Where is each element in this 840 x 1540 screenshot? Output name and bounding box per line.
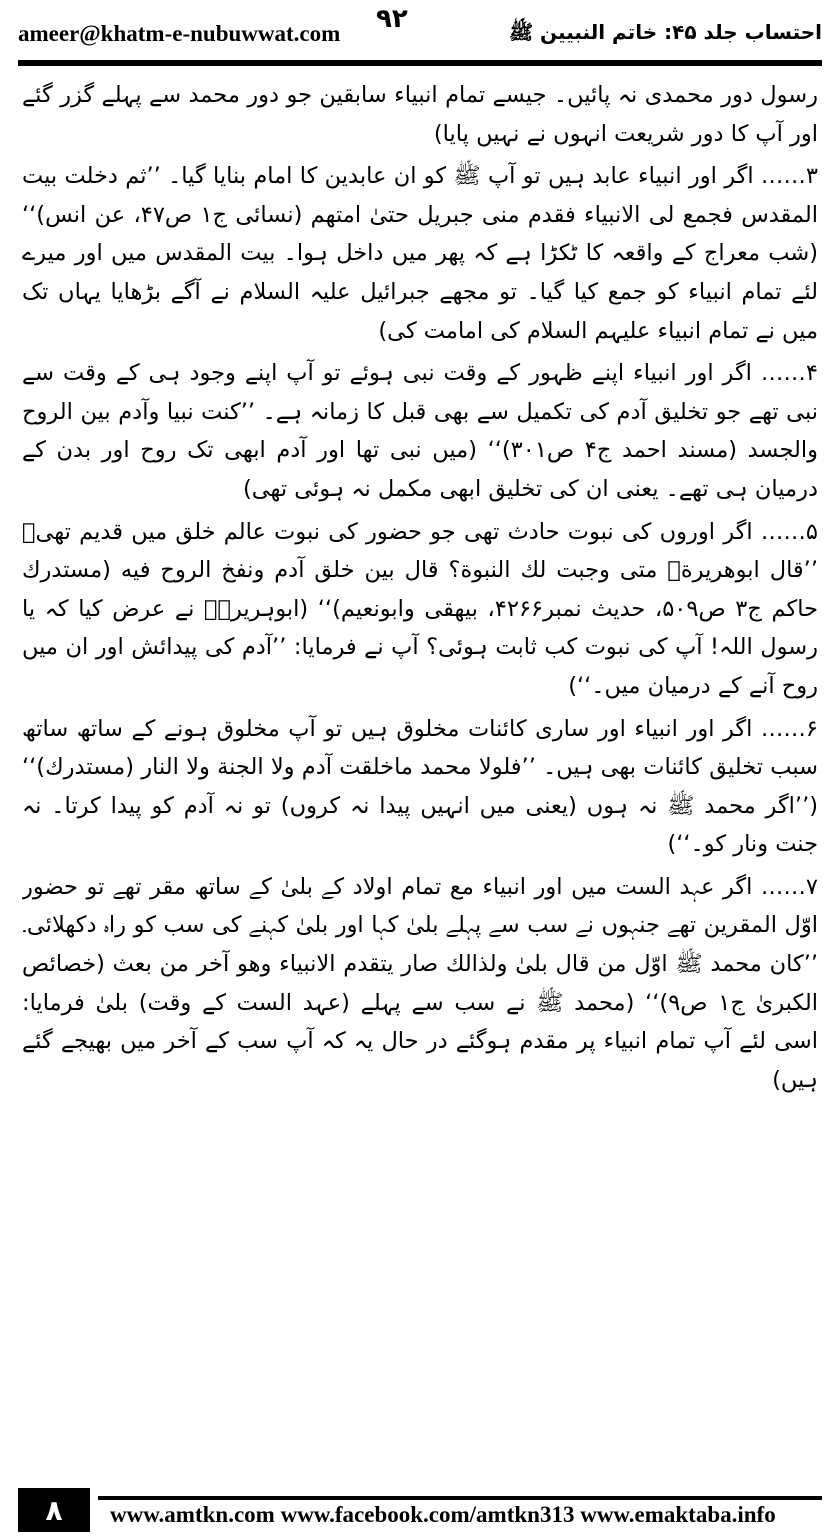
footer-badge: ۸ <box>18 1488 90 1532</box>
page-number: ۹۲ <box>376 4 408 34</box>
paragraph-3: ۳…… اگر اور انبیاء عابد ہیں تو آپ ﷺ کو ان عابدین کا امام بنایا گیا۔ ’’ثم دخلت بیت المقدس فجمع لی الانبیاء فقدم منی جبریل حتیٰ امتهم (نسائی ج۱ ص۴۷، عن انس)‘‘ (شب معراج کے واقعہ کا ٹکڑا ہے کہ پھر میں داخل ہوا۔ بیت المقدس میں اور میرے لئے تمام انبیاء کو جمع کیا گیا۔ تو مجھے جبرائیل علیہ السلام نے آگے بڑھایا یہاں تک میں نے تمام انبیاء علیہم السلام کی امامت کی) <box>22 163 818 344</box>
page-footer <box>18 1488 822 1532</box>
header-title: احتساب جلد ۴۵: خاتم النبیین ﷺ <box>508 19 822 44</box>
header-rule <box>18 60 822 66</box>
page-header <box>18 10 822 58</box>
paragraph-6: ۶…… اگر اور انبیاء اور ساری کائنات مخلوق ہیں تو آپ مخلوق ہونے کے ساتھ ساتھ سبب تخلیق کائنات بھی ہیں۔ ’’فلولا محمد ماخلقت آدم ولا الجنة ولا النار (مستدرك)‘‘ (’’اگر محمد ﷺ نہ ہوں (یعنی میں انہیں پیدا نہ کروں) تو نہ آدم کو پیدا کرتا۔ نہ جنت ونار کو۔‘‘) <box>22 715 818 858</box>
footer-rule <box>98 1496 822 1500</box>
footer-links: www.amtkn.com www.facebook.com/amtkn313 www.emaktaba.info <box>110 1502 776 1527</box>
paragraph-0: رسول دور محمدی نہ پائیں۔ جیسے تمام انبیاء سابقین جو دور محمد سے پہلے گزر گئے اور آپ کا دور شریعت انہوں نے نہیں پایا) <box>22 82 818 147</box>
paragraph-7: ۷…… اگر عہد الست میں اور انبیاء مع تمام اولاد کے بلیٰ کے ساتھ مقر تھے تو حضور اوّل المقرین تھے جنہوں نے سب سے پہلے بلیٰ کہا اور بلیٰ کہنے کی سب کو راہ دکھلائی۔ ’’کان محمد ﷺ اوّل من قال بلیٰ ولذالك صار یتقدم الانبیاء وهو آخر من بعث (خصائص الکبریٰ ج۱ ص۹)‘‘ (محمد ﷺ نے سب سے پہلے (عہد الست کے وقت) بلیٰ فرمایا: اسی لئے آپ تمام انبیاء پر مقدم ہوگئے در حال یہ کہ آپ سب کے آخر میں بھیجے گئے ہیں) <box>22 873 818 1093</box>
paragraph-5: ۵…… اگر اوروں کی نبوت حادث تھی جو حضور کی نبوت عالم خلق میں قدیم تھی۔ ’’قال ابوهریرةؓ متی وجبت لك النبوة؟ قال بین خلق آدم ونفخ الروح فیه (مستدرك حاكم ج۳ ص۵۰۹، حدیث نمبر۴۲۶۶، بیهقی وابونعیم)‘‘ (ابوہریرہؓ نے عرض کیا کہ یا رسول اللہ! آپ کی نبوت کب ثابت ہوئی؟ آپ نے فرمایا: ’’آدم کی پیدائش اور ان میں روح آنے کے درمیان میں۔‘‘) <box>22 518 818 699</box>
paragraph-4: ۴…… اگر اور انبیاء اپنے ظہور کے وقت نبی ہوئے تو آپ اپنے وجود ہی کے وقت سے نبی تھے جو تخلیق آدم کی تکمیل سے بھی قبل کا زمانہ ہے۔ ’’کنت نبیا وآدم بین الروح والجسد (مسند احمد ج۴ ص۳۰۱)‘‘ (میں نبی تھا اور آدم ابھی تک روح اور بدن کے درمیان ہی تھے۔ یعنی ان کی تخلیق ابھی مکمل نہ ہوئی تھی) <box>22 360 818 502</box>
header-email: ameer@khatm-e-nubuwwat.com <box>18 21 341 46</box>
page-body <box>22 76 818 1448</box>
